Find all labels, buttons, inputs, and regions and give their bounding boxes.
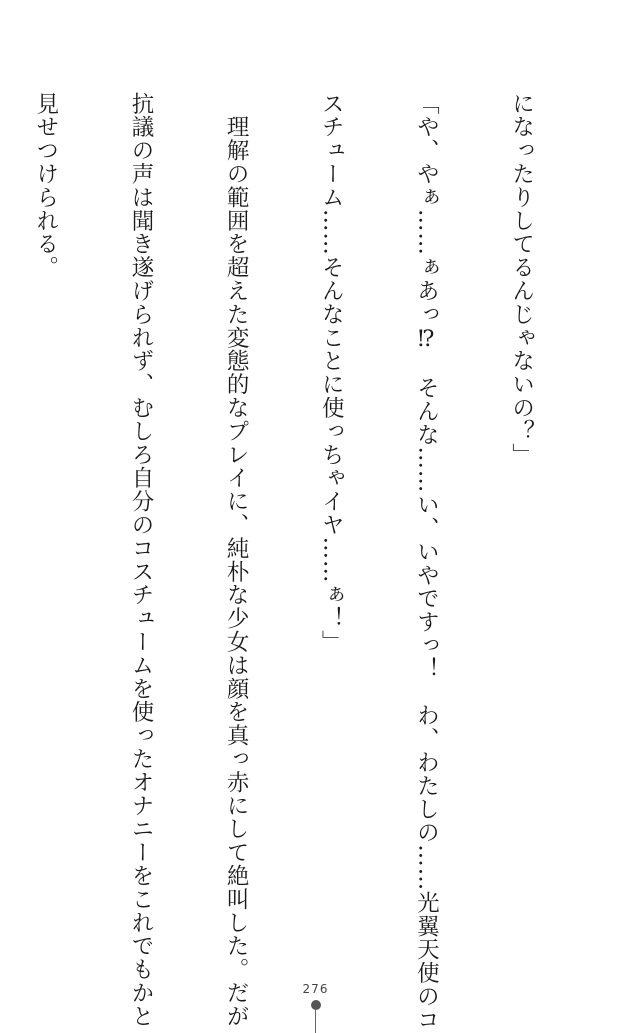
text-line: 見せつけられる。 [32, 92, 59, 280]
page-number: 276 [302, 982, 329, 996]
page-marker-dot [311, 1000, 321, 1010]
text-line: 理解の範囲を超えた変態的なプレイに、純朴な少女は顔を真っ赤にして絶叫した。だが [223, 92, 250, 1028]
text-line: スチューム……そんなことに使っちゃイヤ……ぁ！」 [318, 92, 345, 654]
text-line: 「や、やぁ……ぁあっ⁉ そんな……い、いやですっ！ わ、わたしの……光翼天使のコ [413, 92, 440, 1032]
text-line: になったりしてるんじゃないの？」 [508, 92, 535, 467]
text-line: 抗議の声は聞き遂げられず、むしろ自分のコスチュームを使ったオナニーをこれでもかと [127, 92, 154, 1028]
page-marker-line [315, 1009, 316, 1033]
